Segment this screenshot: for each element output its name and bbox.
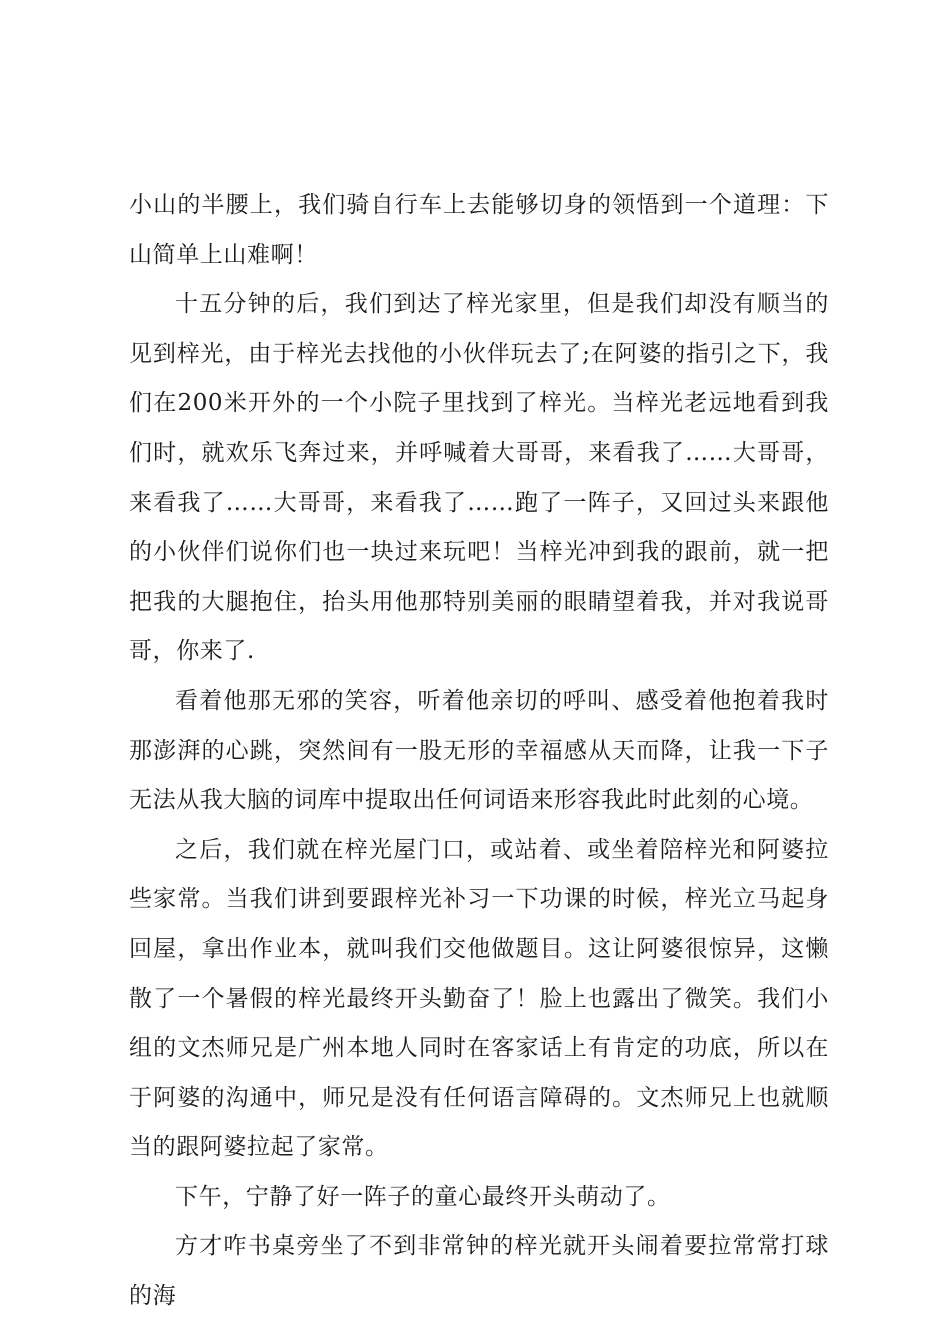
- paragraph-continuation: 小山的半腰上，我们骑自行车上去能够切身的领悟到一个道理：下山简单上山难啊！: [129, 192, 829, 268]
- document-body: [129, 181, 829, 1322]
- paragraph: 之后，我们就在梓光屋门口，或站着、或坐着陪梓光和阿婆拉些家常。当我们讲到要跟梓光补习一下功课的时候，梓光立马起身回屋，拿出作业本，就叫我们交他做题目。这让阿婆很惊异，这懒散了一个暑假的梓光最终开头勤奋了！脸上也露出了微笑。我们小组的文杰师兄是广州本地人同时在客家话上有肯定的功底，所以在于阿婆的沟通中，师兄是没有任何语言障碍的。文杰师兄上也就顺当的跟阿婆拉起了家常。: [129, 836, 829, 1161]
- paragraph: 方才咋书桌旁坐了不到非常钟的梓光就开头闹着要拉常常打球的海: [129, 1233, 829, 1310]
- paragraph: 下午，宁静了好一阵子的童心最终开头萌动了。: [175, 1183, 671, 1210]
- paragraph: 十五分钟的后，我们到达了梓光家里，但是我们却没有顺当的见到梓光，由于梓光去找他的小伙伴玩去了;在阿婆的指引之下，我们在200米开外的一个小院子里找到了梓光。当梓光老远地看到我们时，就欢乐飞奔过来，并呼喊着大哥哥，来看我了……大哥哥，来看我了……大哥哥，来看我了……跑了一阵子，又回过头来跟他的小伙伴们说你们也一块过来玩吧！当梓光冲到我的跟前，就一把把我的大腿抱住，抬头用他那特别美丽的眼睛望着我，并对我说哥哥，你来了.: [129, 291, 829, 665]
- paragraph: 看着他那无邪的笑容，听着他亲切的呼叫、感受着他抱着我时那澎湃的心跳，突然间有一股无形的幸福感从天而降，让我一下子无法从我大脑的词库中提取出任何词语来形容我此时此刻的心境。: [129, 687, 829, 814]
